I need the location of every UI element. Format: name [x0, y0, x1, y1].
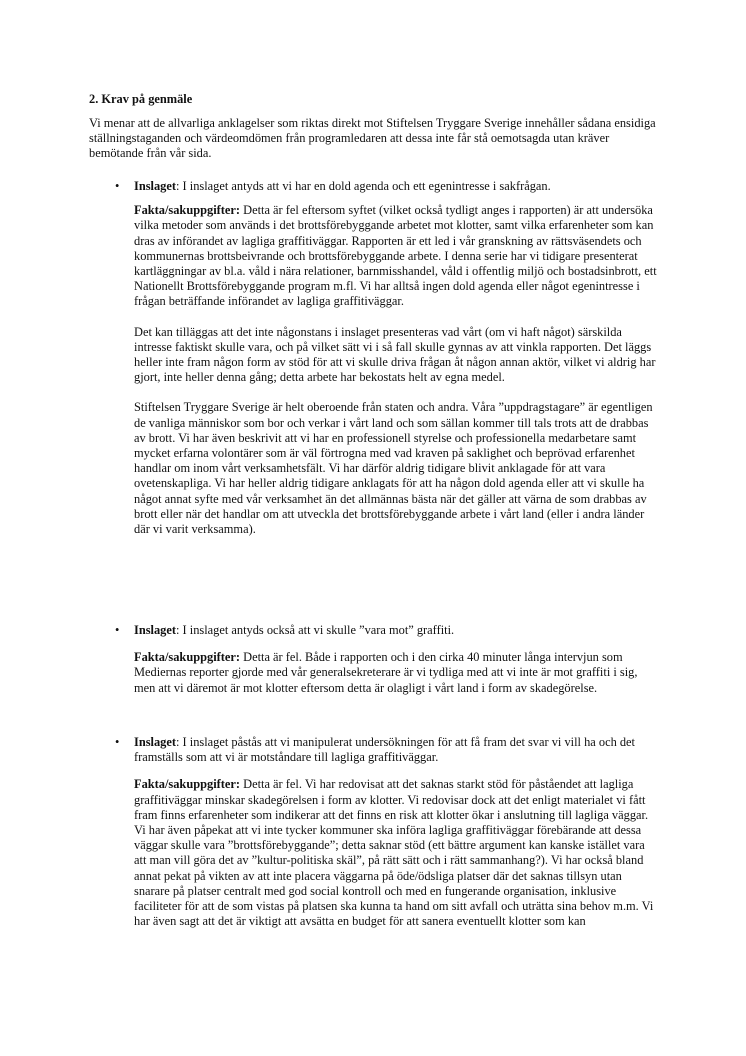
- facts-paragraph: [89, 650, 659, 696]
- claim-line: [89, 179, 659, 194]
- facts-text: Detta är fel. Både i rapporten och i den cirka 40 minuter långa intervjun som Mediernas reporter gjorde med vår generalsekreterare är vi tydliga med att vi inte är mot graffiti i sig, men att vi däremot är mot klotter eftersom detta är olagligt i vårt land i form av skadegörelse.: [134, 650, 638, 695]
- bullet-icon: •: [115, 735, 120, 749]
- claim-item-2: [89, 623, 659, 696]
- claim-item-1: [89, 179, 659, 537]
- intro-paragraph: Vi menar att de allvarliga anklagelser som riktas direkt mot Stiftelsen Tryggare Sverige innehåller sådana ensidiga ställningstaganden och värdeomdömen från programledaren att dessa inte får stå oemotsagda utan kräver bemötande från vår sida.: [89, 116, 656, 161]
- facts-text: Detta är fel. Vi har redovisat att det saknas starkt stöd för påståendet att lagliga graffitiväggar minskar skadegörelsen i form av klotter. Vi redovisar dock att det enligt materialet vi fått fram finns erfarenheter som indikerar att det finns en risk att klotter ökar i anslutning till lagliga väggar. Vi har även påpekat att vi inte tycker kommuner ska införa lagliga graffitiväggar förebärande att dessa väggar skulle vara ”brottsförebyggande”; detta saknar stöd (ett bättre argument kan kanske istället vara att man vill göra det av ”kultur-politiska skäl”, på rätt sätt och i rätt sammanhang?). Vi har också bland annat pekat på vikten av att inte placera väggarna på öde/ödsliga platser där det saknas tillsyn utan snarare på platser centralt med god social kontroll och med en fungerande organisation, inklusive faciliteter för att de som vistas på platsen ska kunna ta hand om sitt avfall och uträtta sina behov m.m. Vi har även sagt att det är viktigt att avsätta en budget för att sanera eventuellt klotter som kan: [134, 777, 654, 929]
- facts-paragraph: [89, 777, 659, 929]
- claim-text: : I inslaget antyds att vi har en dold agenda och ett egenintresse i sakfrågan.: [176, 179, 551, 193]
- bullet-icon: •: [115, 179, 120, 193]
- facts-label: Fakta/sakuppgifter:: [134, 777, 241, 792]
- extra-paragraph: Stiftelsen Tryggare Sverige är helt oberoende från staten och andra. Våra ”uppdragstagare” är egentligen de vanliga människor som bor och verkar i vårt land och som sällan kommer till tals trots att de drabbas av brott. Vi har även beskrivit att vi har en professionell styrelse och professionella medarbetare samt mycket erfarna volontärer som är väl förtrogna med vad kraven på saklighet och beprövad erfarenhet handlar om inom vårt verksamhetsfält. Vi har därför aldrig tidigare blivit anklagade för att vara ovetenskapliga. Vi har heller aldrig tidigare anklagats för att ha någon dold agenda eller att vi skulle ha något annat syfte med vår verksamhet än det allmännas bästa när det gäller att värna de som drabbas av brott eller när det handlar om att utveckla det brottsförebyggande arbete i vårt land (eller i andra länder där vi varit verksamma).: [134, 400, 653, 537]
- claim-line: [89, 623, 659, 638]
- extra-paragraph: Det kan tilläggas att det inte någonstans i inslaget presenteras vad vårt (om vi haft något) särskilda intresse faktiskt skulle vara, och på vilket sätt vi i så fall skulle gynnas av att vinkla rapporten. Det läggs heller inte fram någon form av stöd för att vi skulle driva frågan åt någon annan aktör, vilket vi aldrig har gjort, inte heller denna gång; detta arbete har bekostats helt av egna medel.: [134, 324, 656, 385]
- facts-text: Detta är fel eftersom syftet (vilket också tydligt anges i rapporten) är att undersöka vilka metoder som används i det brottsförebyggande arbetet mot klotter, samt vilka erfarenheter som kan dras av införandet av lagliga graffitiväggar. Rapporten är ett led i vår granskning av rättsväsendets och kommunernas brottsbeivrande och brottsförebyggande arbete. I denna serie har vi tidigare presenterat kartläggningar av bl.a. våld i nära relationer, barnmisshandel, våld i offentlig miljö och bostadsinbrott, ett Nationellt Brottsförebyggande program m.fl. Vi har alltså ingen dold agenda eller något egenintresse i frågan beträffande införandet av lagliga graffitiväggar.: [134, 203, 657, 309]
- facts-label: Fakta/sakuppgifter:: [134, 650, 241, 665]
- claim-label: Inslaget: [134, 179, 176, 193]
- claim-line: [89, 735, 659, 765]
- section-heading: 2. Krav på genmäle: [89, 92, 193, 106]
- claim-text: : I inslaget antyds också att vi skulle ”vara mot” graffiti.: [176, 623, 455, 637]
- claim-text: : I inslaget påstås att vi manipulerat undersökningen för att få fram det svar vi vill ha och det framställs som att vi är motståndare till lagliga graffitiväggar.: [134, 735, 636, 765]
- facts-paragraph: [89, 203, 659, 309]
- facts-label: Fakta/sakuppgifter:: [134, 203, 241, 218]
- bullet-icon: •: [115, 623, 120, 637]
- claim-label: Inslaget: [134, 623, 176, 637]
- claim-item-3: [89, 735, 659, 929]
- claim-label: Inslaget: [134, 735, 176, 749]
